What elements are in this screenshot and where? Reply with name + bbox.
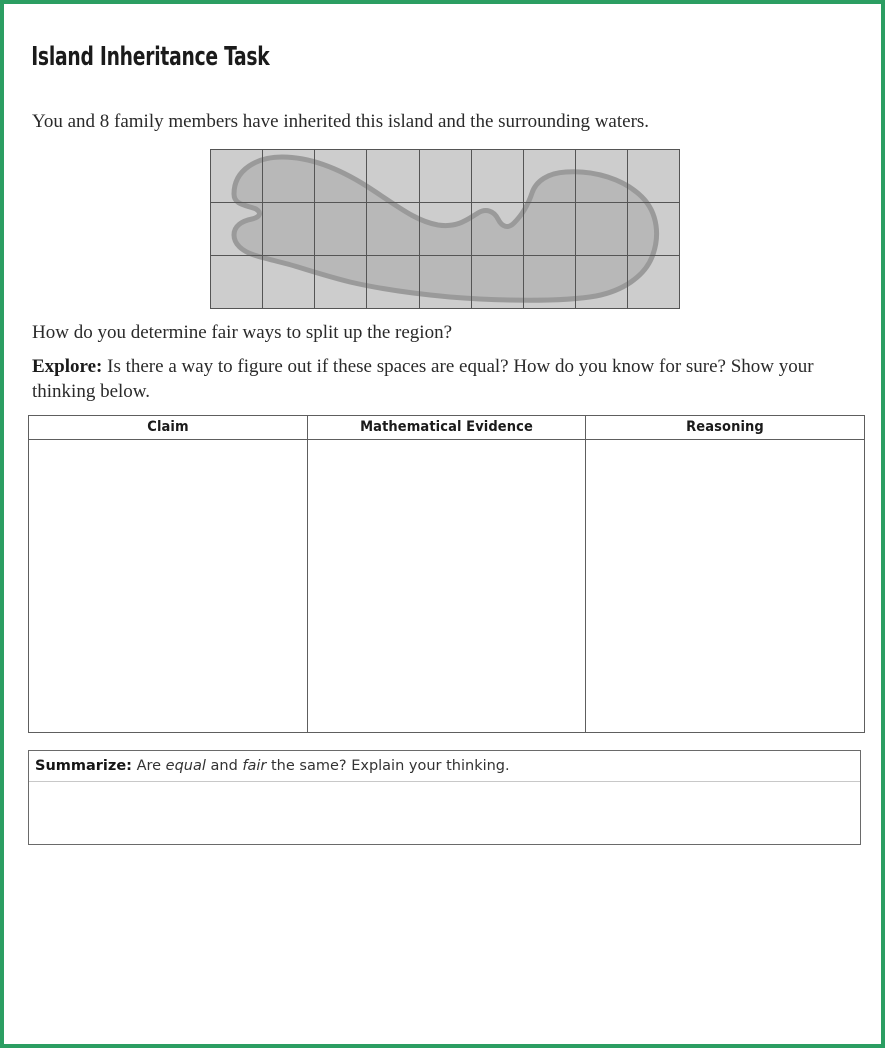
- summarize-text-3: the same? Explain your thinking.: [266, 757, 510, 774]
- column-header-reasoning: Reasoning: [586, 415, 865, 439]
- explore-prompt: [28, 355, 865, 404]
- cell-claim[interactable]: [29, 439, 308, 732]
- cer-table: [28, 415, 865, 733]
- summarize-label: Summarize:: [35, 757, 132, 774]
- summarize-box: [28, 750, 861, 845]
- question-text: How do you determine fair ways to split up the region?: [32, 321, 453, 343]
- summarize-text-2: and: [205, 757, 243, 774]
- cell-reasoning[interactable]: [586, 439, 865, 732]
- explore-text: Is there a way to figure out if these spaces are equal? How do you know for sure? Show your thinking below.: [32, 356, 814, 403]
- cer-table-head: [29, 415, 865, 439]
- column-header-claim: Claim: [29, 415, 308, 439]
- explore-label: Explore:: [32, 356, 103, 378]
- island-grid-diagram: [210, 149, 680, 309]
- island-figure: [28, 149, 865, 309]
- summarize-prompt: [29, 751, 860, 782]
- summarize-emphasis-equal: equal: [165, 757, 206, 774]
- cer-header-row: [29, 415, 865, 439]
- summarize-text-1: Are: [136, 757, 166, 774]
- cer-table-body: [29, 439, 865, 732]
- table-row: [29, 439, 865, 732]
- summarize-emphasis-fair: fair: [242, 757, 267, 774]
- intro-text: You and 8 family members have inherited this island and the surrounding waters.: [32, 111, 650, 132]
- cell-evidence[interactable]: [308, 439, 586, 732]
- page-title: Island Inheritance Task: [31, 42, 270, 72]
- column-header-evidence: Mathematical Evidence: [308, 415, 586, 439]
- worksheet-content: [28, 18, 865, 845]
- summarize-answer-area[interactable]: [29, 782, 860, 844]
